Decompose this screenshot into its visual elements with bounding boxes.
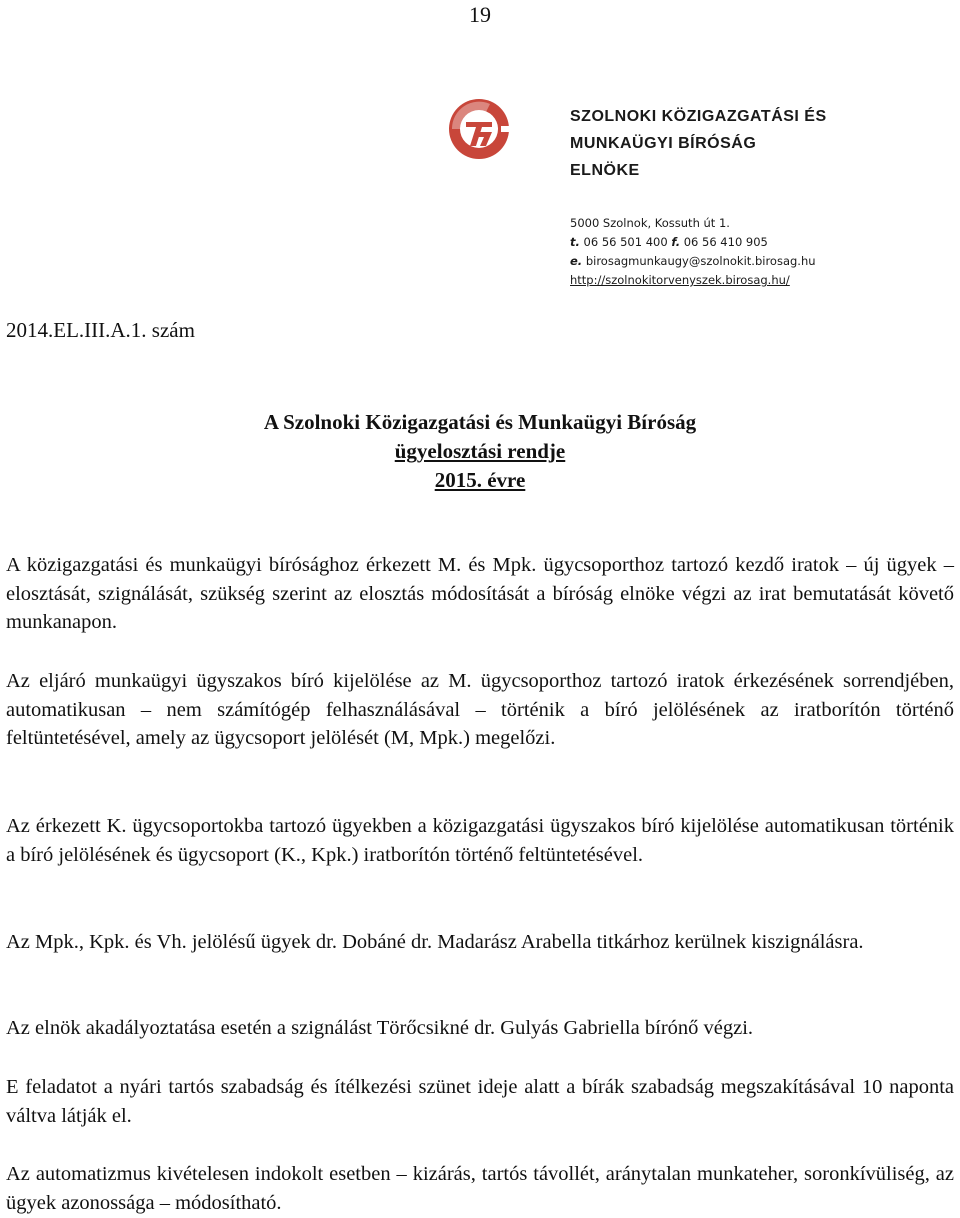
fax: 06 56 410 905 <box>683 235 768 249</box>
email-label: e. <box>570 254 583 268</box>
document-title: A Szolnoki Közigazgatási és Munkaügyi Bíróság <box>263 410 697 434</box>
paragraph-2: Az eljáró munkaügyi ügyszakos bíró kijelölése az M. ügycsoporthoz tartozó iratok érkezésének sorrendjében, automatikusan – nem számítógép felhasználásával – történik a bíró jelölésének az iratborítón történő feltüntetésével, amely az ügycsoport jelölését (M, Mpk.) megelőzi. <box>6 670 954 749</box>
paragraph-1: A közigazgatási és munkaügyi bírósághoz érkezett M. és Mpk. ügycsoporthoz tartozó kezdő iratok – új ügyek – elosztását, szignálását, szükség szerint az elosztás módosítását a bíróság elnöke végzi az irat bemutatását követő munkanapon. <box>6 554 954 633</box>
org-line-2: MUNKAÜGYI BÍRÓSÁG <box>570 135 757 152</box>
organization-name <box>570 103 827 184</box>
paragraph-5: Az elnök akadályoztatása esetén a szignálást Törőcsikné dr. Gulyás Gabriella bírónő végzi. <box>6 1017 754 1039</box>
website-link[interactable]: http://szolnokitorvenyszek.birosag.hu/ <box>570 273 790 287</box>
org-line-1: SZOLNOKI KÖZIGAZGATÁSI ÉS <box>570 108 827 125</box>
fax-label: f. <box>671 235 681 249</box>
email-line <box>570 252 816 271</box>
paragraph-6: E feladatot a nyári tartós szabadság és ítélkezési szünet ideje alatt a bírák szabadság megszakításával 10 naponta váltva látják el. <box>6 1076 954 1127</box>
phone-fax-line <box>570 233 816 252</box>
org-line-3: ELNÖKE <box>570 162 640 179</box>
contact-block <box>570 214 816 290</box>
page-number: 19 <box>469 2 491 27</box>
email: birosagmunkaugy@szolnokit.birosag.hu <box>585 254 816 268</box>
paragraph-4: Az Mpk., Kpk. és Vh. jelölésű ügyek dr. Dobáné dr. Madarász Arabella titkárhoz kerülnek kiszignálásra. <box>6 931 864 953</box>
document-year: 2015. évre <box>434 468 526 492</box>
phone-label: t. <box>570 235 580 249</box>
paragraph-7: Az automatizmus kivételesen indokolt esetben – kizárás, tartós távollét, aránytalan munkateher, soronkívüliség, az ügyek azonossága – módosítható. <box>6 1163 954 1214</box>
address: 5000 Szolnok, Kossuth út 1. <box>570 216 730 230</box>
phone: 06 56 501 400 <box>583 235 668 249</box>
court-logo-icon <box>446 96 512 162</box>
document-number: 2014.EL.III.A.1. szám <box>6 318 195 342</box>
document-subtitle: ügyelosztási rendje <box>394 439 566 463</box>
paragraph-3: Az érkezett K. ügycsoportokba tartozó ügyekben a közigazgatási ügyszakos bíró kijelölése automatikusan történik a bíró jelölésének és ügycsoport (K., Kpk.) iratborítón történő feltüntetésével. <box>6 815 954 866</box>
